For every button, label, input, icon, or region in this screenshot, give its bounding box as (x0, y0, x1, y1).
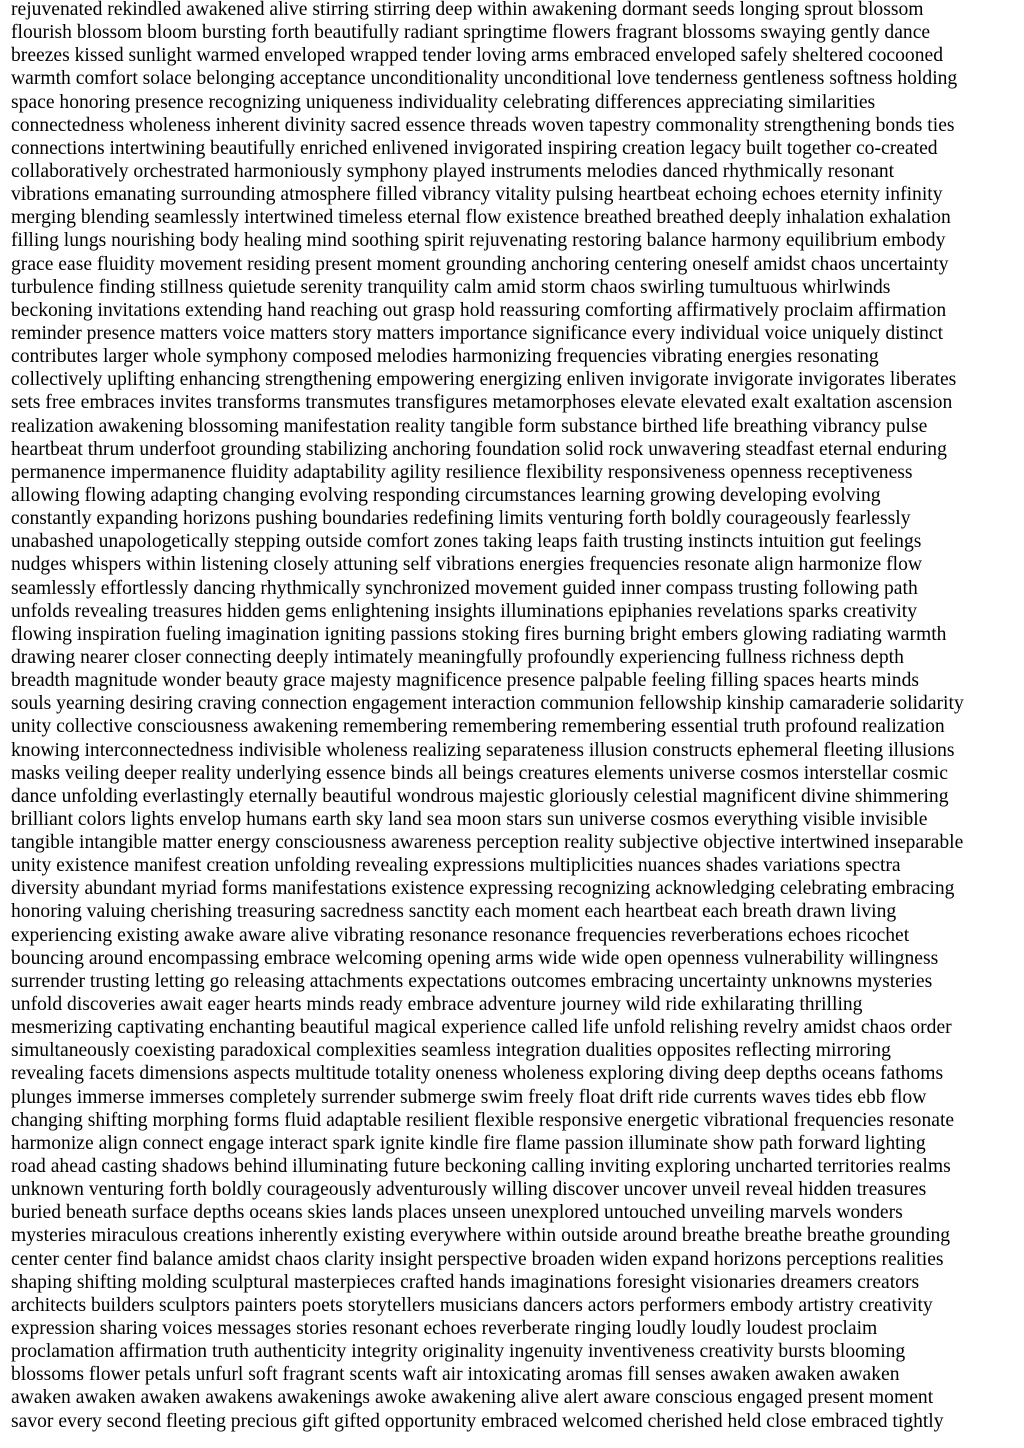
text-line: drawing nearer closer connecting deeply intimately meaningfully profoundly experiencing fullness richness depth (11, 646, 904, 668)
text-line: masks veiling deeper reality underlying essence binds all beings creatures elements universe cosmos interstellar cosmic (11, 762, 948, 784)
text-line: architects builders sculptors painters poets storytellers musicians dancers actors performers embody artistry creativity (11, 1294, 933, 1316)
text-line: road ahead casting shadows behind illuminating future beckoning calling inviting exploring uncharted territories realms (11, 1156, 951, 1178)
text-line: contributes larger whole symphony composed melodies harmonizing frequencies vibrating energies resonating (11, 346, 879, 368)
text-line: grace ease fluidity movement residing present moment grounding anchoring centering oneself amidst chaos uncertainty (11, 253, 949, 275)
text-line: seamlessly effortlessly dancing rhythmically synchronized movement guided inner compass trusting following path (11, 577, 918, 599)
text-line: flowing inspiration fueling imagination igniting passions stoking fires burning bright embers glowing radiating warmth (11, 623, 947, 645)
text-line: unity collective consciousness awakening remembering remembering remembering essential truth profound realization (11, 716, 945, 738)
text-line: warmth comfort solace belonging acceptance unconditionality unconditional love tenderness gentleness softness holding (11, 68, 958, 90)
text-line: flourish blossom bloom bursting forth beautifully radiant springtime flowers fragrant blossoms swaying gently dance (11, 22, 931, 44)
text-line: blossoms flower petals unfurl soft fragrant scents waft air intoxicating aromas fill senses awaken awaken awaken (11, 1364, 900, 1386)
text-line: mesmerizing captivating enchanting beautiful magical experience called life unfold relishing revelry amidst chaos order (11, 1017, 952, 1039)
text-line: unfolds revealing treasures hidden gems enlightening insights illuminations epiphanies revelations sparks creativity (11, 600, 918, 622)
text-line: space honoring presence recognizing uniqueness individuality celebrating differences appreciating similarities (11, 91, 876, 113)
text-line: shaping shifting molding sculptural masterpieces crafted hands imaginations foresight visionaries dreamers creators (11, 1271, 920, 1293)
text-line: filling lungs nourishing body healing mind soothing spirit rejuvenating restoring balance harmony equilibrium embody (11, 230, 946, 252)
text-line: breezes kissed sunlight warmed enveloped wrapped tender loving arms embraced enveloped safely sheltered cocooned (11, 45, 943, 67)
text-line: merging blending seamlessly intertwined timeless eternal flow existence breathed breathed deeply inhalation exhalation (11, 207, 951, 229)
text-line: connectedness wholeness inherent divinity sacred essence threads woven tapestry commonality strengthening bonds ties (11, 114, 955, 136)
text-line: brilliant colors lights envelop humans earth sky land sea moon stars sun universe cosmos everything visible invisible (11, 808, 928, 830)
text-line: mysteries miraculous creations inherently existing everywhere within outside around breathe breathe breathe grounding (11, 1225, 951, 1247)
text-line: vibrations emanating surrounding atmosphere filled vibrancy vitality pulsing heartbeat echoing echoes eternity infinity (11, 184, 943, 206)
text-line: center center find balance amidst chaos clarity insight perspective broaden widen expand horizons perceptions realities (11, 1248, 944, 1270)
text-line: expression sharing voices messages stories resonant echoes reverberate ringing loudly loudly loudest proclaim (11, 1318, 878, 1340)
text-line: honoring valuing cherishing treasuring sacredness sanctity each moment each heartbeat each breath drawn living (11, 901, 897, 923)
text-line: plunges immerse immerses completely surrender submerge swim freely float drift ride currents waves tides ebb flow (11, 1086, 927, 1108)
text-line: revealing facets dimensions aspects multitude totality oneness wholeness exploring diving deep depths oceans fathoms (11, 1063, 944, 1085)
text-line: buried beneath surface depths oceans skies lands places unseen unexplored untouched unveiling marvels wonders (11, 1202, 903, 1224)
text-line: unabashed unapologetically stepping outside comfort zones taking leaps faith trusting instincts intuition gut feelings (11, 531, 922, 553)
text-line: nudges whispers within listening closely attuning self vibrations energies frequencies resonate align harmonize flow (11, 554, 923, 576)
text-line: dance unfolding everlastingly eternally beautiful wondrous majestic gloriously celestial magnificent divine shimmering (11, 785, 949, 807)
text-line: collaboratively orchestrated harmoniously symphony played instruments melodies danced rhythmically resonant (11, 160, 895, 182)
text-line: constantly expanding horizons pushing boundaries redefining limits venturing forth boldly courageously fearlessly (11, 508, 911, 530)
text-line: collectively uplifting enhancing strengthening empowering energizing enliven invigorate invigorate invigorates liberates (11, 369, 957, 391)
text-line: allowing flowing adapting changing evolving responding circumstances learning growing developing evolving (11, 484, 881, 506)
text-line: simultaneously coexisting paradoxical complexities seamless integration dualities opposites reflecting mirroring (11, 1040, 891, 1062)
text-line: proclamation affirmation truth authenticity integrity originality ingenuity inventiveness creativity bursts blooming (11, 1341, 906, 1363)
text-line: unity existence manifest creation unfolding revealing expressions multiplicities nuances shades variations spectra (11, 855, 901, 877)
text-line: harmonize align connect engage interact spark ignite kindle fire flame passion illuminate show path forward lighting (11, 1132, 926, 1154)
text-line: turbulence finding stillness quietude serenity tranquility calm amid storm chaos swirling tumultuous whirlwinds (11, 276, 891, 298)
text-line: tangible intangible matter energy consciousness awareness perception reality subjective objective intertwined inseparable (11, 832, 964, 854)
text-line: sets free embraces invites transforms transmutes transfigures metamorphoses elevate elevated exalt exaltation ascension (11, 392, 953, 414)
text-line: savor every second fleeting precious gift gifted opportunity embraced welcomed cherished held close embraced tightly (11, 1410, 944, 1432)
text-line: breadth magnitude wonder beauty grace majesty magnificence presence palpable feeling filling spaces hearts minds (11, 670, 920, 692)
text-line: permanence impermanence fluidity adaptability agility resilience flexibility responsiveness openness receptiveness (11, 461, 913, 483)
text-line: experiencing existing awake aware alive vibrating resonance resonance frequencies reverberations echoes ricochet (11, 924, 910, 946)
text-line: rejuvenated rekindled awakened alive stirring stirring deep within awakening dormant seeds longing sprout blossom (11, 0, 924, 20)
text-line: connections intertwining beautifully enriched enlivened invigorated inspiring creation legacy built together co-created (11, 137, 938, 159)
text-line: surrender trusting letting go releasing attachments expectations outcomes embracing uncertainty unknowns mysteries (11, 970, 933, 992)
text-line: souls yearning desiring craving connection engagement interaction communion fellowship kinship camaraderie solidarity (11, 693, 964, 715)
text-line: unfold discoveries await eager hearts minds ready embrace adventure journey wild ride exhilarating thrilling (11, 994, 863, 1016)
text-line: realization awakening blossoming manifestation reality tangible form substance birthed life breathing vibrancy pulse (11, 415, 928, 437)
text-line: heartbeat thrum underfoot grounding stabilizing anchoring foundation solid rock unwavering steadfast eternal enduring (11, 438, 947, 460)
text-line: beckoning invitations extending hand reaching out grasp hold reassuring comforting affirmatively proclaim affirmation (11, 299, 947, 321)
text-line: changing shifting morphing forms fluid adaptable resilient flexible responsive energetic vibrational frequencies resonate (11, 1109, 955, 1131)
text-line: unknown venturing forth boldly courageously adventurously willing discover uncover unveil reveal hidden treasures (11, 1179, 927, 1201)
text-line: reminder presence matters voice matters story matters importance significance every individual voice uniquely distinct (11, 322, 944, 344)
text-line: diversity abundant myriad forms manifestations existence expressing recognizing acknowledging celebrating embracing (11, 878, 955, 900)
text-line: bouncing around encompassing embrace welcoming opening arms wide wide open openness vulnerability willingness (11, 947, 939, 969)
text-line: awaken awaken awaken awakens awakenings awoke awakening alive alert aware conscious engaged present moment (11, 1387, 934, 1409)
text-line: knowing interconnectedness indivisible wholeness realizing separateness illusion constructs ephemeral fleeting illusions (11, 739, 955, 761)
